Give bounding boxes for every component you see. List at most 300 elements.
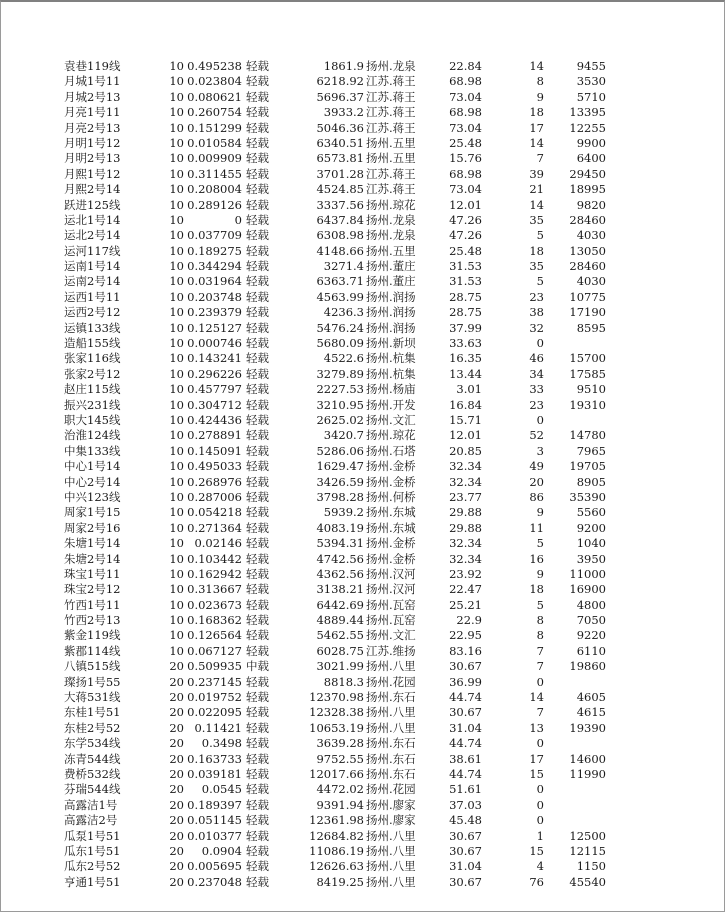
table-row: [0, 767, 725, 782]
voltage-class-cell: 10: [169, 151, 184, 166]
voltage-class-cell: 20: [169, 813, 184, 828]
count-cell: 14: [529, 135, 544, 150]
value-a-cell: 31.04: [449, 720, 482, 735]
line-name-cell: 运镇133线: [64, 320, 121, 335]
voltage-class-cell: 10: [169, 89, 184, 104]
table-row: [0, 259, 725, 274]
count-cell: 7: [536, 151, 544, 166]
voltage-class-cell: 20: [169, 859, 184, 874]
value-b-cell: 10775: [569, 289, 606, 304]
line-name-cell: 紫金119线: [64, 628, 121, 643]
capacity-cell: 4522.6: [323, 351, 364, 366]
count-cell: 3: [536, 443, 544, 458]
substation-cell: 扬州.杭集: [366, 366, 416, 381]
line-name-cell: 东学534线: [64, 736, 121, 751]
table-row: [0, 875, 725, 890]
voltage-class-cell: 20: [169, 736, 184, 751]
capacity-cell: 1861.9: [323, 59, 364, 73]
substation-cell: 扬州.杨庙: [366, 382, 416, 397]
load-rate-cell: 0.11421: [194, 720, 242, 735]
value-b-cell: 9820: [576, 197, 606, 212]
load-rate-cell: 0.019752: [187, 690, 242, 705]
load-status-cell: 轻载: [246, 720, 269, 735]
value-b-cell: 35390: [569, 489, 606, 504]
value-a-cell: 22.84: [449, 59, 482, 73]
table-row: [0, 552, 725, 567]
capacity-cell: 3271.4: [323, 259, 364, 274]
value-a-cell: 29.88: [449, 505, 482, 520]
value-b-cell: 13395: [569, 105, 606, 120]
line-name-cell: 中心2号14: [64, 474, 121, 489]
table-row: [0, 59, 725, 74]
load-rate-cell: 0.495238: [187, 59, 242, 73]
load-status-cell: 轻载: [246, 736, 269, 751]
value-b-cell: 11000: [569, 566, 606, 581]
capacity-cell: 4472.02: [316, 782, 364, 797]
count-cell: 16: [529, 551, 544, 566]
count-cell: 76: [529, 874, 544, 889]
load-rate-cell: 0.005695: [187, 859, 242, 874]
load-status-cell: 轻载: [246, 166, 269, 181]
value-b-cell: 16900: [569, 582, 606, 597]
value-a-cell: 31.04: [449, 859, 482, 874]
load-rate-cell: 0.3498: [201, 736, 242, 751]
value-a-cell: 25.48: [449, 243, 482, 258]
table-row: [0, 705, 725, 720]
value-b-cell: 15700: [569, 351, 606, 366]
load-rate-cell: 0.457797: [187, 382, 242, 397]
load-rate-cell: 0.344294: [187, 259, 242, 274]
count-cell: 7: [536, 643, 544, 658]
line-name-cell: 赵庄115线: [64, 382, 121, 397]
voltage-class-cell: 10: [169, 489, 184, 504]
value-a-cell: 32.34: [449, 551, 482, 566]
load-status-cell: 轻载: [246, 582, 269, 597]
value-b-cell: 17190: [569, 305, 606, 320]
value-a-cell: 30.67: [449, 705, 482, 720]
line-name-cell: 治淮124线: [64, 428, 121, 443]
table-row: [0, 644, 725, 659]
count-cell: 0: [536, 336, 544, 351]
table-row: [0, 475, 725, 490]
count-cell: 9: [536, 566, 544, 581]
capacity-cell: 12684.82: [309, 828, 364, 843]
table-row: [0, 690, 725, 705]
value-b-cell: 19390: [569, 720, 606, 735]
voltage-class-cell: 10: [169, 474, 184, 489]
count-cell: 32: [529, 320, 544, 335]
count-cell: 0: [536, 412, 544, 427]
value-b-cell: 1040: [576, 536, 606, 551]
line-name-cell: 造船155线: [64, 336, 121, 351]
load-status-cell: 轻载: [246, 613, 269, 628]
line-name-cell: 月明2号13: [64, 151, 121, 166]
value-a-cell: 20.85: [449, 443, 482, 458]
value-a-cell: 3.01: [456, 382, 482, 397]
voltage-class-cell: 20: [169, 828, 184, 843]
value-b-cell: 1150: [576, 859, 606, 874]
voltage-class-cell: 20: [169, 751, 184, 766]
capacity-cell: 12361.98: [309, 813, 364, 828]
line-name-cell: 朱塘1号14: [64, 536, 121, 551]
substation-cell: 扬州.石塔: [366, 443, 416, 458]
substation-cell: 扬州.汉河: [366, 582, 416, 597]
value-b-cell: 3950: [576, 551, 606, 566]
voltage-class-cell: 10: [169, 382, 184, 397]
substation-cell: 扬州.八里: [366, 874, 416, 889]
load-status-cell: 轻载: [246, 320, 269, 335]
load-rate-cell: 0.168362: [187, 613, 242, 628]
capacity-cell: 6573.81: [316, 151, 364, 166]
count-cell: 5: [536, 228, 544, 243]
line-name-cell: 东桂2号52: [64, 720, 121, 735]
value-a-cell: 32.34: [449, 536, 482, 551]
voltage-class-cell: 10: [169, 182, 184, 197]
capacity-cell: 4083.19: [316, 520, 364, 535]
capacity-cell: 6340.51: [316, 135, 364, 150]
load-status-cell: 轻载: [246, 259, 269, 274]
count-cell: 8: [536, 74, 544, 89]
load-rate-cell: 0.126564: [187, 628, 242, 643]
value-a-cell: 12.01: [449, 428, 482, 443]
value-b-cell: 29450: [569, 166, 606, 181]
count-cell: 18: [529, 243, 544, 258]
substation-cell: 扬州.八里: [366, 720, 416, 735]
value-a-cell: 30.67: [449, 828, 482, 843]
count-cell: 38: [529, 305, 544, 320]
count-cell: 35: [529, 259, 544, 274]
value-a-cell: 68.98: [449, 74, 482, 89]
voltage-class-cell: 10: [169, 351, 184, 366]
load-rate-cell: 0.287006: [187, 489, 242, 504]
value-a-cell: 25.21: [449, 597, 482, 612]
line-name-cell: 珠宝2号12: [64, 582, 121, 597]
count-cell: 8: [536, 613, 544, 628]
value-a-cell: 32.34: [449, 459, 482, 474]
load-rate-cell: 0.037709: [187, 228, 242, 243]
substation-cell: 扬州.八里: [366, 843, 416, 858]
count-cell: 17: [529, 751, 544, 766]
voltage-class-cell: 20: [169, 674, 184, 689]
load-rate-cell: 0.143241: [187, 351, 242, 366]
line-name-cell: 运北2号14: [64, 228, 121, 243]
load-status-cell: 轻载: [246, 674, 269, 689]
load-rate-cell: 0.304712: [187, 397, 242, 412]
load-status-cell: 轻载: [246, 336, 269, 351]
value-a-cell: 29.88: [449, 520, 482, 535]
capacity-cell: 3138.21: [316, 582, 364, 597]
load-status-cell: 轻载: [246, 859, 269, 874]
table-row: [0, 74, 725, 89]
line-name-cell: 朱塘2号14: [64, 551, 121, 566]
voltage-class-cell: 20: [169, 782, 184, 797]
capacity-cell: 6437.84: [316, 212, 364, 227]
value-a-cell: 68.98: [449, 166, 482, 181]
substation-cell: 江苏.蒋王: [366, 166, 416, 181]
load-rate-cell: 0.010377: [187, 828, 242, 843]
voltage-class-cell: 10: [169, 336, 184, 351]
count-cell: 14: [529, 690, 544, 705]
capacity-cell: 3639.28: [316, 736, 364, 751]
line-name-cell: 大蒋531线: [64, 690, 121, 705]
voltage-class-cell: 10: [169, 212, 184, 227]
load-status-cell: 轻载: [246, 428, 269, 443]
load-status-cell: 轻载: [246, 366, 269, 381]
table-row: [0, 290, 725, 305]
count-cell: 0: [536, 736, 544, 751]
count-cell: 23: [529, 397, 544, 412]
table-row: [0, 628, 725, 643]
table-row: [0, 382, 725, 397]
value-b-cell: 19705: [569, 459, 606, 474]
table-row: [0, 351, 725, 366]
value-b-cell: 6110: [576, 643, 606, 658]
voltage-class-cell: 10: [169, 459, 184, 474]
capacity-cell: 3426.59: [316, 474, 364, 489]
load-status-cell: 轻载: [246, 443, 269, 458]
capacity-cell: 12017.66: [309, 766, 364, 781]
table-row: [0, 582, 725, 597]
count-cell: 17: [529, 120, 544, 135]
line-name-cell: 职大145线: [64, 412, 121, 427]
load-rate-cell: 0.103442: [187, 551, 242, 566]
value-b-cell: 12115: [569, 843, 606, 858]
value-a-cell: 22.9: [456, 613, 482, 628]
load-status-cell: 轻载: [246, 797, 269, 812]
voltage-class-cell: 20: [169, 797, 184, 812]
voltage-class-cell: 20: [169, 843, 184, 858]
capacity-cell: 5462.55: [316, 628, 364, 643]
line-name-cell: 冻青544线: [64, 751, 121, 766]
capacity-cell: 4742.56: [316, 551, 364, 566]
value-a-cell: 44.74: [449, 736, 482, 751]
voltage-class-cell: 10: [169, 613, 184, 628]
load-rate-cell: 0.208004: [187, 182, 242, 197]
value-a-cell: 32.34: [449, 474, 482, 489]
capacity-cell: 3210.95: [316, 397, 364, 412]
capacity-cell: 5286.06: [316, 443, 364, 458]
load-status-cell: 轻载: [246, 766, 269, 781]
value-a-cell: 45.48: [449, 813, 482, 828]
value-b-cell: 4030: [576, 274, 606, 289]
value-a-cell: 37.03: [449, 797, 482, 812]
substation-cell: 扬州.杭集: [366, 351, 416, 366]
capacity-cell: 5696.37: [316, 89, 364, 104]
substation-cell: 扬州.五里: [366, 243, 416, 258]
load-status-cell: 轻载: [246, 151, 269, 166]
substation-cell: 扬州.龙泉: [366, 228, 416, 243]
load-rate-cell: 0.039181: [187, 766, 242, 781]
table-row: [0, 798, 725, 813]
value-b-cell: 19310: [569, 397, 606, 412]
value-b-cell: 14780: [569, 428, 606, 443]
value-a-cell: 37.99: [449, 320, 482, 335]
load-status-cell: 轻载: [246, 382, 269, 397]
table-row: [0, 321, 725, 336]
table-row: [0, 859, 725, 874]
line-name-cell: 月城1号11: [64, 74, 121, 89]
table-row: [0, 844, 725, 859]
value-b-cell: 4615: [576, 705, 606, 720]
capacity-cell: 4362.56: [316, 566, 364, 581]
count-cell: 23: [529, 289, 544, 304]
load-status-cell: 轻载: [246, 628, 269, 643]
line-name-cell: 八镇515线: [64, 659, 121, 674]
substation-cell: 扬州.金桥: [366, 551, 416, 566]
table-row: [0, 105, 725, 120]
value-b-cell: 9900: [576, 135, 606, 150]
load-rate-cell: 0.000746: [187, 336, 242, 351]
count-cell: 13: [529, 720, 544, 735]
load-status-cell: 轻载: [246, 120, 269, 135]
voltage-class-cell: 20: [169, 766, 184, 781]
value-a-cell: 33.63: [449, 336, 482, 351]
voltage-class-cell: 10: [169, 259, 184, 274]
voltage-class-cell: 10: [169, 628, 184, 643]
value-b-cell: 18995: [569, 182, 606, 197]
value-b-cell: 5560: [576, 505, 606, 520]
load-rate-cell: 0.289126: [187, 197, 242, 212]
count-cell: 52: [529, 428, 544, 443]
substation-cell: 扬州.瓦窑: [366, 613, 416, 628]
count-cell: 18: [529, 105, 544, 120]
line-name-cell: 瓜泵1号51: [64, 828, 121, 843]
count-cell: 5: [536, 597, 544, 612]
voltage-class-cell: 10: [169, 505, 184, 520]
count-cell: 1: [536, 828, 544, 843]
load-status-cell: 轻载: [246, 751, 269, 766]
voltage-class-cell: 10: [169, 120, 184, 135]
load-status-cell: 轻载: [246, 643, 269, 658]
table-row: [0, 536, 725, 551]
load-rate-cell: 0.189397: [187, 797, 242, 812]
substation-cell: 扬州.花园: [366, 674, 416, 689]
load-rate-cell: 0.054218: [187, 505, 242, 520]
value-a-cell: 22.95: [449, 628, 482, 643]
line-name-cell: 芬瑞544线: [64, 782, 121, 797]
substation-cell: 扬州.八里: [366, 659, 416, 674]
load-rate-cell: 0.023804: [187, 74, 242, 89]
table-row: [0, 136, 725, 151]
capacity-cell: 3279.89: [316, 366, 364, 381]
line-name-cell: 振兴231线: [64, 397, 121, 412]
table-row: [0, 829, 725, 844]
count-cell: 35: [529, 212, 544, 227]
substation-cell: 扬州.琼花: [366, 197, 416, 212]
value-b-cell: 6400: [576, 151, 606, 166]
line-name-cell: 珠宝1号11: [64, 566, 121, 581]
table-row: [0, 198, 725, 213]
load-rate-cell: 0.163733: [187, 751, 242, 766]
substation-cell: 扬州.汉河: [366, 566, 416, 581]
line-name-cell: 中兴123线: [64, 489, 121, 504]
load-status-cell: 轻载: [246, 782, 269, 797]
load-rate-cell: 0.067127: [187, 643, 242, 658]
value-a-cell: 13.44: [449, 366, 482, 381]
capacity-cell: 5394.31: [316, 536, 364, 551]
value-a-cell: 68.98: [449, 105, 482, 120]
load-status-cell: 轻载: [246, 474, 269, 489]
capacity-cell: 6218.92: [316, 74, 364, 89]
value-a-cell: 31.53: [449, 274, 482, 289]
voltage-class-cell: 20: [169, 720, 184, 735]
capacity-cell: 6442.69: [316, 597, 364, 612]
table-row: [0, 121, 725, 136]
value-b-cell: 3530: [576, 74, 606, 89]
load-rate-cell: 0: [234, 212, 242, 227]
load-rate-cell: 0.509935: [187, 659, 242, 674]
capacity-cell: 11086.19: [309, 843, 364, 858]
count-cell: 21: [529, 182, 544, 197]
capacity-cell: 2227.53: [316, 382, 364, 397]
load-rate-cell: 0.162942: [187, 566, 242, 581]
voltage-class-cell: 10: [169, 228, 184, 243]
voltage-class-cell: 10: [169, 520, 184, 535]
capacity-cell: 10653.19: [309, 720, 364, 735]
capacity-cell: 9391.94: [316, 797, 364, 812]
line-name-cell: 紫郡114线: [64, 643, 121, 658]
capacity-cell: 5046.36: [316, 120, 364, 135]
value-b-cell: 14600: [569, 751, 606, 766]
load-status-cell: 中载: [246, 659, 269, 674]
voltage-class-cell: 10: [169, 412, 184, 427]
load-status-cell: 轻载: [246, 305, 269, 320]
table-row: [0, 459, 725, 474]
voltage-class-cell: 20: [169, 705, 184, 720]
line-name-cell: 月明1号12: [64, 135, 121, 150]
capacity-cell: 4563.99: [316, 289, 364, 304]
voltage-class-cell: 10: [169, 428, 184, 443]
count-cell: 5: [536, 274, 544, 289]
count-cell: 14: [529, 197, 544, 212]
substation-cell: 江苏.蒋王: [366, 105, 416, 120]
capacity-cell: 4524.85: [316, 182, 364, 197]
capacity-cell: 9752.55: [316, 751, 364, 766]
value-a-cell: 83.16: [449, 643, 482, 658]
voltage-class-cell: 10: [169, 166, 184, 181]
count-cell: 5: [536, 536, 544, 551]
load-status-cell: 轻载: [246, 597, 269, 612]
load-rate-cell: 0.080621: [187, 89, 242, 104]
voltage-class-cell: 10: [169, 366, 184, 381]
load-rate-cell: 0.260754: [187, 105, 242, 120]
load-status-cell: 轻载: [246, 828, 269, 843]
table-row: [0, 428, 725, 443]
table-row: [0, 413, 725, 428]
line-name-cell: 张家2号12: [64, 366, 121, 381]
line-name-cell: 费桥532线: [64, 766, 121, 781]
substation-cell: 扬州.东石: [366, 690, 416, 705]
load-rate-cell: 0.239379: [187, 305, 242, 320]
table-row: [0, 444, 725, 459]
value-a-cell: 23.77: [449, 489, 482, 504]
table-row: [0, 659, 725, 674]
line-name-cell: 运西1号11: [64, 289, 121, 304]
table-row: [0, 213, 725, 228]
value-a-cell: 22.47: [449, 582, 482, 597]
count-cell: 7: [536, 705, 544, 720]
value-b-cell: 45540: [569, 874, 606, 889]
line-name-cell: 运河117线: [64, 243, 121, 258]
line-name-cell: 袁巷119线: [64, 59, 121, 73]
load-rate-cell: 0.237145: [187, 674, 242, 689]
capacity-cell: 3701.28: [316, 166, 364, 181]
capacity-cell: 1629.47: [316, 459, 364, 474]
value-b-cell: 28460: [569, 259, 606, 274]
value-a-cell: 44.74: [449, 690, 482, 705]
value-a-cell: 38.61: [449, 751, 482, 766]
load-rate-cell: 0.271364: [187, 520, 242, 535]
